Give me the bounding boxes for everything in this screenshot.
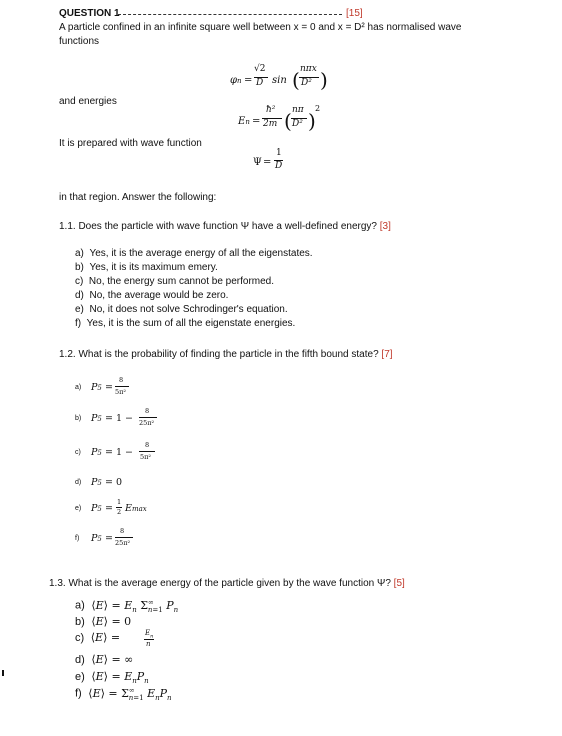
option-letter: b) <box>75 415 82 422</box>
q1-3-marks: [5] <box>393 578 405 589</box>
q1-3-question-text: 1.3. What is the average energy of the particle given by the wave function Ψ? <box>49 578 391 589</box>
q1-2-option-c[interactable]: c) P5 = 1 − 8 5π² <box>75 441 185 467</box>
option-letter: a) <box>75 599 85 612</box>
psi-equation: Ψ = 1 D <box>253 148 283 171</box>
q1-1-option-c[interactable] <box>75 276 274 288</box>
q1-1-marks: [3] <box>379 221 391 232</box>
option-letter: e) <box>75 505 82 512</box>
option-letter: d) <box>75 479 82 486</box>
margin-mark <box>2 670 4 676</box>
option-letter: d) <box>75 654 85 666</box>
q1-2-option-f[interactable]: f) P5 = 8 25π² <box>75 527 175 553</box>
q1-2-option-a[interactable]: a) P5 = 8 5π² <box>75 376 165 402</box>
prepared-text: It is prepared with wave function <box>59 138 202 149</box>
q1-1-question <box>59 221 391 233</box>
option-letter: b) <box>75 262 84 273</box>
q1-3-option-e[interactable]: e) ⟨E⟩ = $E_nP_n$ <box>75 670 149 686</box>
option-letter: c) <box>75 276 84 287</box>
question-marks: [15] <box>346 8 363 19</box>
q1-2-marks: [7] <box>381 349 393 360</box>
option-letter: f) <box>75 535 80 542</box>
q1-2-question <box>59 349 393 361</box>
option-text: No, the energy sum cannot be performed. <box>88 276 275 287</box>
question-title: QUESTION 1 <box>59 8 120 19</box>
q1-1-option-a[interactable] <box>75 248 313 260</box>
option-text: Yes, it is the average energy of all the eigenstates. <box>89 248 313 259</box>
q1-2-option-e[interactable]: e) P5 = 1 2 Emax <box>75 498 147 516</box>
region-text: in that region. Answer the following: <box>59 192 217 203</box>
option-letter: b) <box>75 616 85 628</box>
q1-1-option-e[interactable] <box>75 304 288 316</box>
and-energies-text: and energies <box>59 96 117 107</box>
option-letter: f) <box>75 687 82 700</box>
q1-2-option-b[interactable]: b) P5 = 1 − 8 25π² <box>75 407 185 433</box>
option-letter: e) <box>75 304 84 315</box>
option-letter: e) <box>75 671 85 683</box>
q1-1-option-f[interactable] <box>75 318 295 330</box>
q1-1-option-d[interactable] <box>75 290 228 302</box>
q1-3-option-c[interactable]: c) ⟨E⟩ = $E_n$ n <box>75 629 154 648</box>
q1-3-option-f[interactable]: f) ⟨E⟩ = $\Sigma^\infty_{n=1}$ $E_nP_n$ <box>75 686 172 702</box>
header-divider <box>118 14 342 15</box>
q1-3-question <box>49 578 405 590</box>
option-letter: a) <box>75 248 84 259</box>
option-letter: c) <box>75 449 81 456</box>
option-letter: f) <box>75 318 82 329</box>
intro-line-1: A particle confined in an infinite square well between x = 0 and x = D² has normalised wave <box>59 22 462 33</box>
q1-3-option-b[interactable]: b) ⟨E⟩ = 0 <box>75 615 132 628</box>
option-letter: c) <box>75 632 85 644</box>
option-text: No, it does not solve Schrodinger's equation. <box>89 304 288 315</box>
q1-2-option-d[interactable]: d) P5 = 0 <box>75 477 123 488</box>
q1-1-question-text: 1.1. Does the particle with wave function Ψ have a well-defined energy? <box>59 221 377 232</box>
option-letter: a) <box>75 384 82 391</box>
q1-1-option-b[interactable] <box>75 262 218 274</box>
wavefunction-equation: φn = √2 D sin ( nπx D² ) <box>230 64 328 92</box>
q1-2-question-text: 1.2. What is the probability of finding the particle in the fifth bound state? <box>59 349 379 360</box>
option-text: No, the average would be zero. <box>89 290 229 301</box>
option-text: Yes, it is the sum of all the eigenstate energies. <box>86 318 296 329</box>
q1-3-option-a[interactable]: a) ⟨E⟩ = $E_n$ $\Sigma^\infty_{n=1}$ $P_n$ <box>75 598 179 614</box>
intro-line-2: functions <box>59 36 100 47</box>
option-letter: d) <box>75 290 84 301</box>
q1-3-option-d[interactable]: d) ⟨E⟩ = ∞ <box>75 653 134 666</box>
option-text: Yes, it is its maximum emery. <box>89 262 218 273</box>
energy-equation: En = ħ² 2m ( nπ D² ) 2 <box>238 104 321 133</box>
